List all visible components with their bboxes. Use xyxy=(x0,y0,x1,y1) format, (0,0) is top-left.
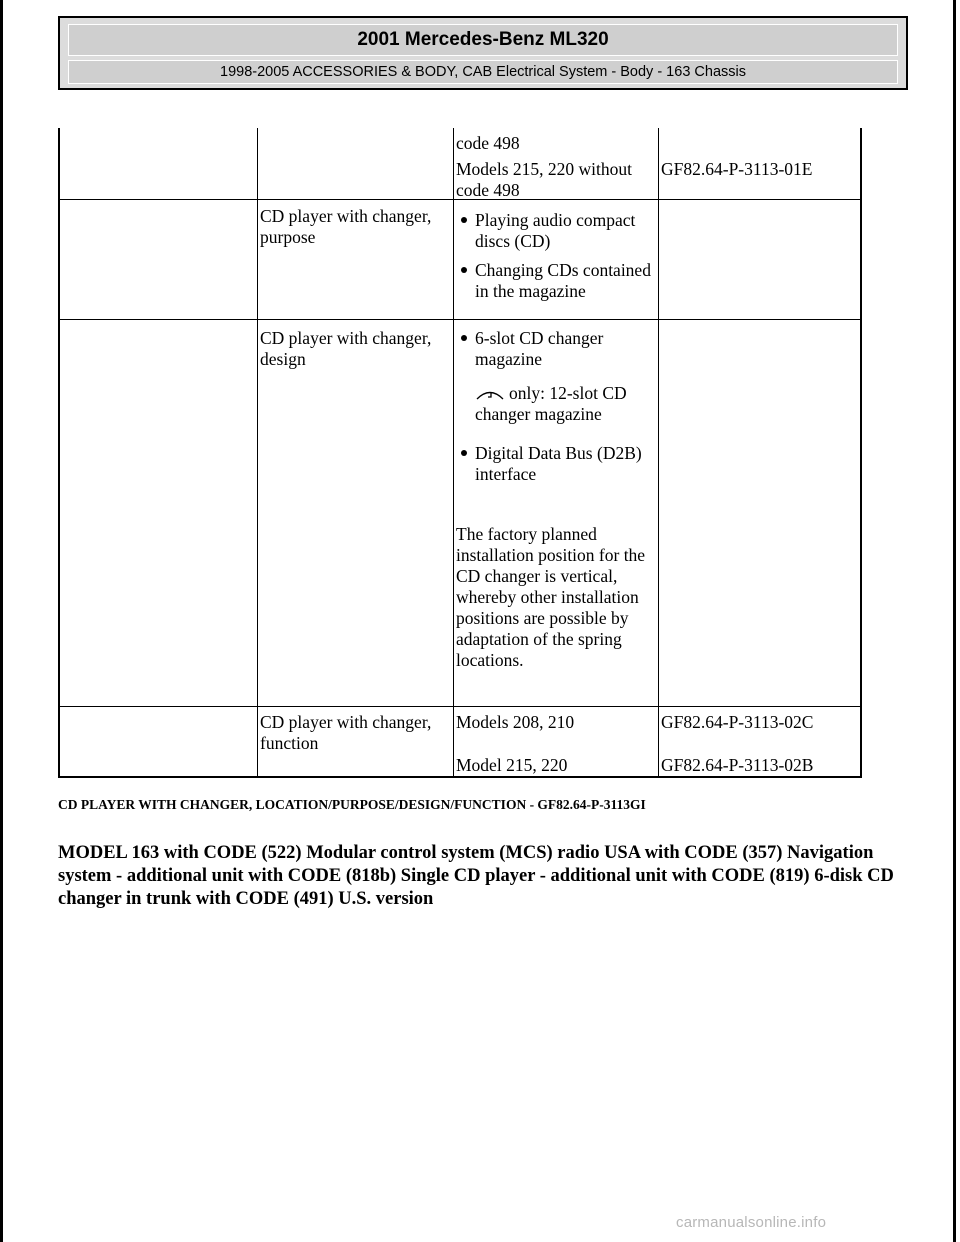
row3-paragraph: The factory planned installation position for the CD changer is vertical, whereby other installation positions are possible by adaptation of the spring locations. xyxy=(456,524,646,670)
section-title: CD PLAYER WITH CHANGER, LOCATION/PURPOSE/DESIGN/FUNCTION - GF82.64-P-3113GI xyxy=(58,797,646,812)
document-subtitle: 1998-2005 ACCESSORIES & BODY, CAB Electrical System - Body - 163 Chassis xyxy=(68,60,898,84)
row1-ref-b: GF82.64-P-3113-01E xyxy=(661,159,813,179)
note-text: only: 12-slot CD changer magazine xyxy=(475,383,627,424)
table-border-left xyxy=(58,128,60,778)
list-item: Digital Data Bus (D2B) interface xyxy=(456,443,658,485)
row-divider-2 xyxy=(58,319,862,320)
row2-item: CD player with changer, purpose xyxy=(260,206,432,247)
note-line xyxy=(456,383,658,425)
page-left-border xyxy=(0,0,3,1242)
list-item: Playing audio compact discs (CD) xyxy=(456,210,656,252)
watermark-footer: carmanualsonline.info xyxy=(676,1214,827,1231)
row4-desc-b: Model 215, 220 xyxy=(456,755,568,775)
row4-item: CD player with changer, function xyxy=(260,712,432,753)
note-icon xyxy=(475,388,505,402)
row4-ref-a: GF82.64-P-3113-02C xyxy=(661,712,814,732)
row3-content xyxy=(456,328,658,671)
spec-table xyxy=(58,128,862,778)
column-divider-2 xyxy=(453,128,454,778)
table-border-right xyxy=(860,128,862,778)
section-heading: MODEL 163 with CODE (522) Modular control system (MCS) radio USA with CODE (357) Navigation system - additional unit with CODE (818b) Single CD player - additional unit with CODE (819) 6-disk CD changer in trunk with CODE (491) U.S. version xyxy=(58,843,894,909)
row1-desc-a: code 498 xyxy=(456,133,520,153)
list-item: Changing CDs contained in the magazine xyxy=(456,260,656,302)
row1-desc-b: Models 215, 220 without code 498 xyxy=(456,159,632,200)
row4-desc-a: Models 208, 210 xyxy=(456,712,575,732)
row-divider-3 xyxy=(58,706,862,707)
row3-item: CD player with changer, design xyxy=(260,328,432,369)
table-border-bottom xyxy=(58,776,862,778)
row4-ref-b: GF82.64-P-3113-02B xyxy=(661,755,814,775)
column-divider-3 xyxy=(658,128,659,778)
column-divider-1 xyxy=(257,128,258,778)
document-header xyxy=(58,16,908,90)
row2-bullet-list xyxy=(456,210,656,302)
page-right-border xyxy=(953,0,956,1242)
list-item: 6-slot CD changer magazine xyxy=(456,328,658,370)
document-title: 2001 Mercedes-Benz ML320 xyxy=(68,24,898,56)
